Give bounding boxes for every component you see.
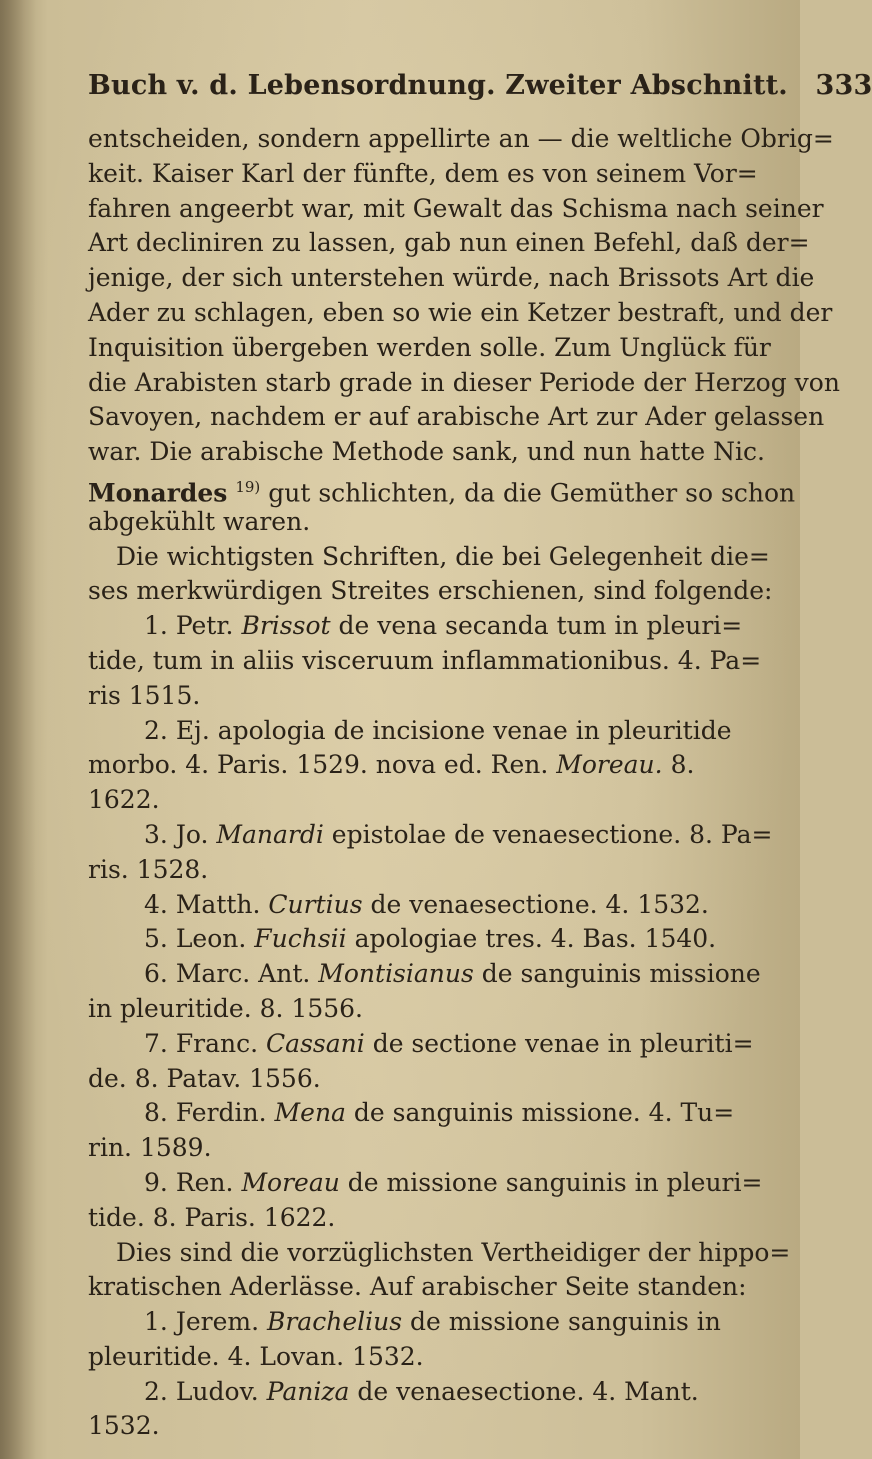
author-first: Jo. — [175, 819, 209, 849]
text-span: gut schlichten, da die Gemüther so schon — [268, 478, 796, 508]
text-line: entscheiden, sondern appellirte an — die weltliche Obrig= — [88, 124, 834, 153]
item-number: 7. — [144, 1028, 168, 1058]
citation-text: epistolae de venaesectione. 8. Pa= — [331, 819, 773, 849]
text-line: Die wichtigsten Schriften, die bei Gelegenheit die= — [116, 541, 770, 571]
text-line: 1622. — [88, 785, 160, 815]
citation-text: de missione sanguinis in pleuri= — [347, 1167, 763, 1197]
author-first: Ej. — [175, 715, 210, 745]
text-line: ris. 1528. — [88, 854, 209, 884]
citation-text: de vena secanda tum in pleuri= — [338, 611, 743, 641]
author-first: Ferdin. — [175, 1098, 267, 1128]
text-line: in pleuritide. 8. 1556. — [88, 993, 363, 1023]
list-item — [88, 922, 738, 957]
citation-text: morbo. 4. Paris. 1529. nova ed. Ren. — [88, 750, 549, 780]
running-header — [88, 70, 872, 101]
list-item — [88, 1305, 738, 1340]
author-first: Ren. — [175, 1167, 234, 1197]
citation-text: de sanguinis missione. 4. Tu= — [353, 1098, 735, 1128]
author-name: Montisianus — [318, 959, 474, 989]
text-line: war. Die arabische Methode sank, und nun hatte Nic. — [88, 437, 765, 467]
list-item — [88, 609, 743, 644]
author-name: Monardes — [88, 478, 228, 508]
author-name: Moreau — [241, 1167, 340, 1197]
author-first: Jerem. — [175, 1307, 260, 1337]
author-first: Ludov. — [175, 1376, 259, 1406]
item-number: 2. — [144, 715, 168, 745]
header-title: Buch v. d. Lebensordnung. Zweiter Abschnitt. — [88, 70, 788, 101]
text-line: ris 1515. — [88, 680, 201, 710]
item-number: 1. — [144, 1307, 168, 1337]
author-name: Manardi — [216, 819, 324, 849]
citation-text: apologiae tres. 4. Bas. 1540. — [354, 924, 717, 954]
text-line: Savoyen, nachdem er auf arabische Art zur Ader gelassen — [88, 402, 825, 432]
text-line: keit. Kaiser Karl der fünfte, dem es von seinem Vor= — [88, 158, 758, 188]
author-name: Mena — [274, 1098, 346, 1128]
citation-text: de venaesectione. 4. Mant. — [357, 1376, 699, 1406]
item-number: 4. — [144, 889, 168, 919]
citation-text: apologia de incisione venae in pleuritide — [217, 715, 732, 745]
author-name: Cassani — [266, 1028, 365, 1058]
text-line: 1532. — [88, 1411, 160, 1441]
list-item — [88, 818, 773, 853]
item-number: 5. — [144, 924, 168, 954]
list-item — [88, 714, 738, 749]
text-line: Dies sind die vorzüglichsten Vertheidiger der hippo= — [116, 1237, 791, 1267]
item-number: 6. — [144, 959, 168, 989]
item-number: 3. — [144, 819, 168, 849]
list-item — [88, 1096, 738, 1131]
author-name: Moreau. — [556, 750, 663, 780]
item-number: 9. — [144, 1167, 168, 1197]
citation-text: de sectione venae in pleuriti= — [372, 1028, 754, 1058]
text-line: jenige, der sich unterstehen würde, nach Brissots Art die — [88, 263, 815, 293]
text-line: Ader zu schlagen, eben so wie ein Ketzer bestraft, und der — [88, 297, 833, 327]
list-item — [88, 1027, 754, 1062]
author-first: Matth. — [175, 889, 261, 919]
author-name: Brissot — [241, 611, 331, 641]
citation-text: 8. — [670, 750, 695, 780]
item-number: 8. — [144, 1098, 168, 1128]
author-name: Paniza — [266, 1376, 350, 1406]
item-number: 1. — [144, 611, 168, 641]
author-name: Fuchsii — [254, 924, 347, 954]
body-text — [88, 122, 840, 1444]
text-line: abgekühlt waren. — [88, 506, 311, 536]
text-line — [88, 748, 738, 783]
citation-text: de sanguinis missione — [481, 959, 761, 989]
author-first: Marc. Ant. — [175, 959, 311, 989]
text-line — [88, 470, 796, 508]
text-line: tide. 8. Paris. 1622. — [88, 1202, 336, 1232]
footnote-ref: 19) — [235, 477, 261, 496]
author-first: Petr. — [175, 611, 234, 641]
page-number: 333 — [815, 70, 872, 101]
text-line: Art decliniren zu lassen, gab nun einen Befehl, daß der= — [88, 228, 810, 258]
text-line: pleuritide. 4. Lovan. 1532. — [88, 1341, 424, 1371]
text-line: rin. 1589. — [88, 1133, 212, 1163]
text-line: ses merkwürdigen Streites erschienen, sind folgende: — [88, 576, 773, 606]
list-item — [88, 888, 738, 923]
list-item — [88, 1375, 738, 1410]
citation-text: de missione sanguinis in — [409, 1307, 721, 1337]
text-line: fahren angeerbt war, mit Gewalt das Schisma nach seiner — [88, 193, 824, 223]
item-number: 2. — [144, 1376, 168, 1406]
author-name: Curtius — [268, 889, 363, 919]
citation-text: de venaesectione. 4. 1532. — [370, 889, 709, 919]
text-line: Inquisition übergeben werden solle. Zum Unglück für — [88, 332, 771, 362]
author-first: Leon. — [175, 924, 247, 954]
page-binding-shadow — [0, 0, 36, 1459]
text-line: de. 8. Patav. 1556. — [88, 1063, 321, 1093]
text-line: tide, tum in aliis visceruum inflammationibus. 4. Pa= — [88, 645, 762, 675]
text-line: kratischen Aderlässe. Auf arabischer Seite standen: — [88, 1272, 747, 1302]
list-item — [88, 957, 761, 992]
author-name: Brachelius — [266, 1307, 403, 1337]
list-item — [88, 1166, 763, 1201]
author-first: Franc. — [175, 1028, 259, 1058]
text-line: die Arabisten starb grade in dieser Periode der Herzog von — [88, 367, 840, 397]
